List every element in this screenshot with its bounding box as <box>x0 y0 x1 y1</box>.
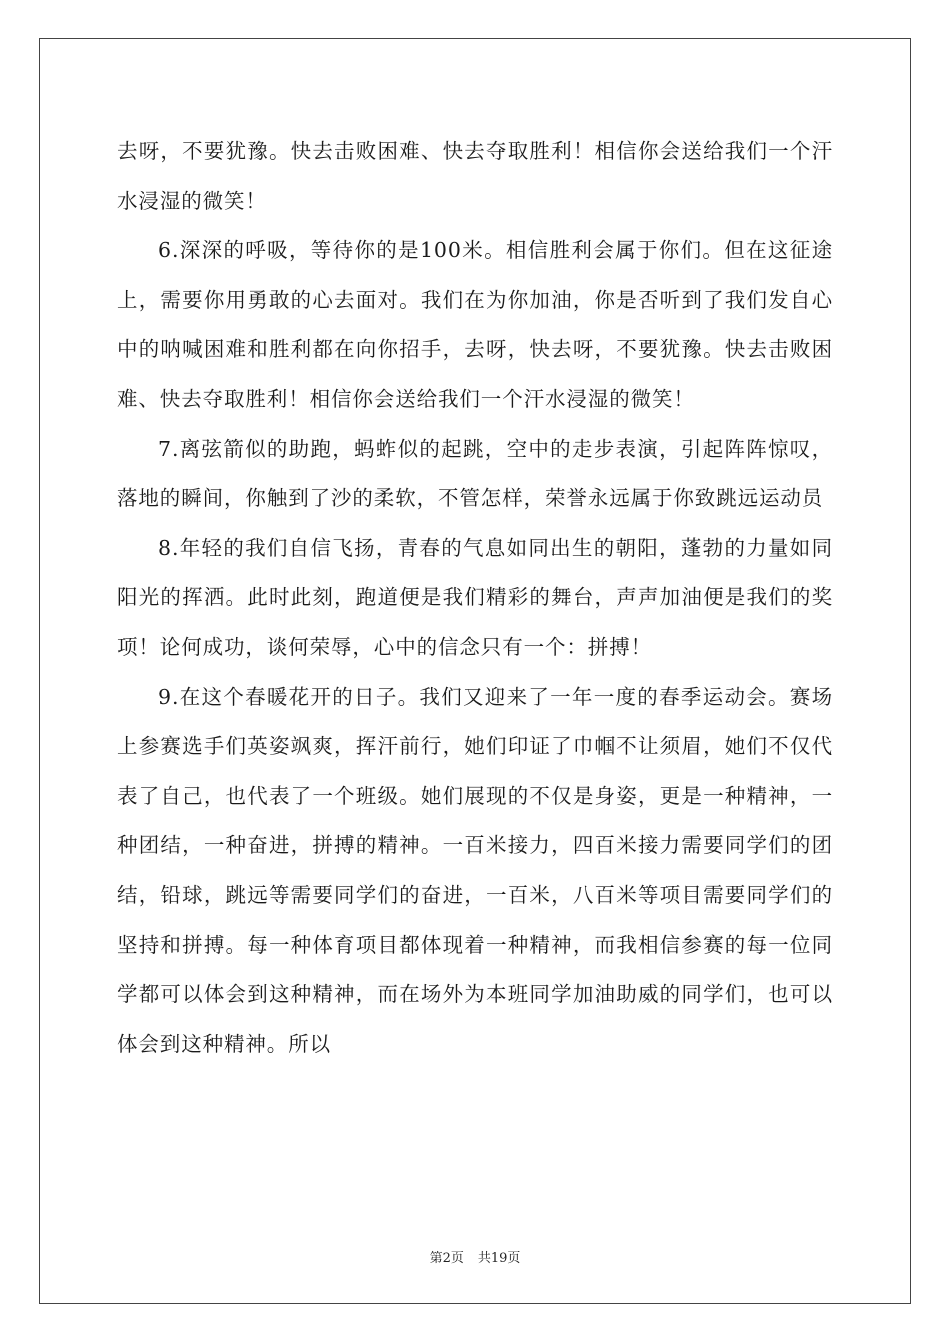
page-total: 共19页 <box>477 1251 521 1266</box>
paragraph-item-8: 8.年轻的我们自信飞扬，青春的气息如同出生的朝阳，蓬勃的力量如同阳光的挥洒。此时此刻，跑道便是我们精彩的舞台，声声加油便是我们的奖项！论何成功，谈何荣辱，心中的信念只有一个：拼搏！ <box>117 535 833 659</box>
paragraph-item-7: 7.离弦箭似的助跑，蚂蚱似的起跳，空中的走步表演，引起阵阵惊叹，落地的瞬间，你触到了沙的柔软，不管怎样，荣誉永远属于你致跳远运动员 <box>117 436 833 511</box>
paragraph-item-6: 6.深深的呼吸，等待你的是100米。相信胜利会属于你们。但在这征途上，需要你用勇敢的心去面对。我们在为你加油，你是否听到了我们发自心中的呐喊困难和胜利都在向你招手，去呀，快去呀，不要犹豫。快去击败困难、快去夺取胜利！相信你会送给我们一个汗水浸湿的微笑！ <box>117 238 833 411</box>
page-number: 第2页 <box>429 1251 464 1266</box>
paragraph-continuation: 去呀，不要犹豫。快去击败困难、快去夺取胜利！相信你会送给我们一个汗水浸湿的微笑！ <box>117 139 833 213</box>
document-body <box>117 127 833 1069</box>
page-footer <box>0 1247 950 1266</box>
paragraph-item-9: 9.在这个春暖花开的日子。我们又迎来了一年一度的春季运动会。赛场上参赛选手们英姿飒爽，挥汗前行，她们印证了巾帼不让须眉，她们不仅代表了自己，也代表了一个班级。她们展现的不仅是身姿，更是一种精神，一种团结，一种奋进，拼搏的精神。一百米接力，四百米接力需要同学们的团结，铅球，跳远等需要同学们的奋进，一百米，八百米等项目需要同学们的坚持和拼搏。每一种体育项目都体现着一种精神，而我相信参赛的每一位同学都可以体会到这种精神，而在场外为本班同学加油助威的同学们，也可以体会到这种精神。所以 <box>117 684 833 1056</box>
